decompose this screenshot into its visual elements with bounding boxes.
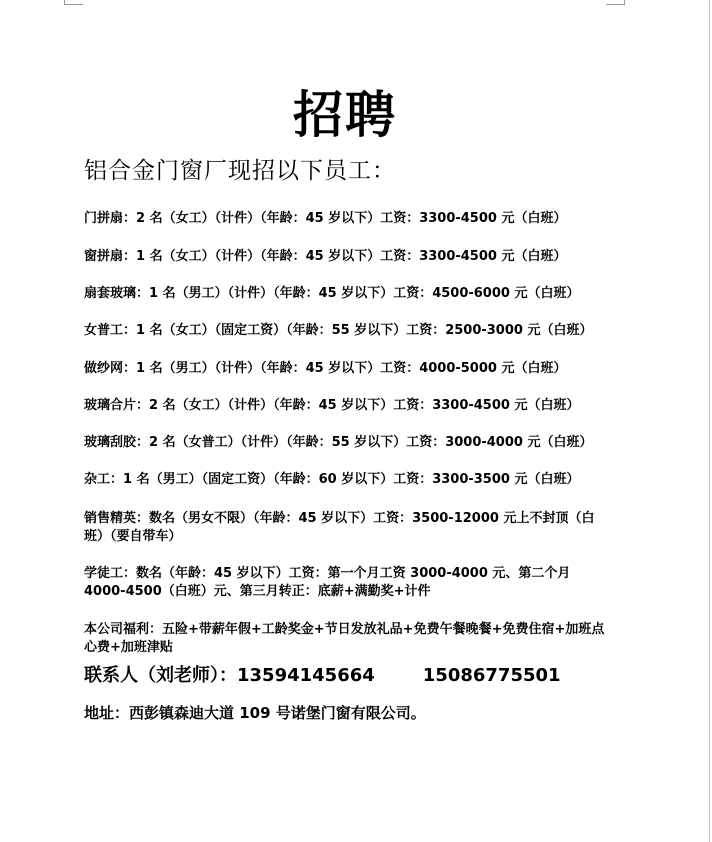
benefits-paragraph: 本公司福利：五险+带薪年假+工龄奖金+节日发放礼品+免费午餐晚餐+免费住宿+加班点心费+加班津贴 xyxy=(84,622,605,655)
job-line: 门拼扇：2 名（女工）（计件）（年龄：45 岁以下）工资：3300-4500 元（白班） xyxy=(84,211,567,226)
margin-corner-mark-left xyxy=(64,0,83,5)
job-line: 窗拼扇：1 名（女工）（计件）（年龄：45 岁以下）工资：3300-4500 元（白班） xyxy=(84,249,567,264)
document-subtitle: 铝合金门窗厂现招以下员工： xyxy=(84,158,396,184)
sales-paragraph: 销售精英：数名（男女不限）（年龄：45 岁以下）工资：3500-12000 元上不封顶（白班）（要自带车） xyxy=(84,511,595,544)
job-line: 玻璃合片：2 名（女工）（计件）（年龄：45 岁以下）工资：3300-4500 元（白班） xyxy=(84,398,580,413)
apprentice-paragraph: 学徒工：数名（年龄：45 岁以下）工资：第一个月工资 3000-4000 元、第二个月 4000-4500（白班）元、第三月转正：底薪+满勤奖+计件 xyxy=(84,566,571,599)
document-title: 招聘 xyxy=(293,85,397,144)
address-line: 地址：西彭镇森迪大道 109 号诺堡门窗有限公司。 xyxy=(84,704,426,722)
contact-phone-2: 15086775501 xyxy=(422,665,561,686)
page-edge xyxy=(709,0,710,842)
margin-corner-mark-right xyxy=(606,0,625,5)
job-line: 女普工：1 名（女工）（固定工资）（年龄：55 岁以下）工资：2500-3000 元（白班） xyxy=(84,323,593,338)
job-line: 杂工：1 名（男工）（固定工资）（年龄：60 岁以下）工资：3300-3500 元（白班） xyxy=(84,472,580,487)
job-line: 玻璃刮胶：2 名（女普工）（计件）（年龄：55 岁以下）工资：3000-4000 元（白班） xyxy=(84,435,593,450)
job-line: 扇套玻璃：1 名（男工）（计件）（年龄：45 岁以下）工资：4500-6000 元（白班） xyxy=(84,286,580,301)
contact-person-phone: 联系人（刘老师）：13594145664 xyxy=(84,665,375,686)
job-line: 做纱网：1 名（男工）（计件）（年龄：45 岁以下）工资：4000-5000 元（白班） xyxy=(84,361,567,376)
contact-line xyxy=(84,662,561,690)
